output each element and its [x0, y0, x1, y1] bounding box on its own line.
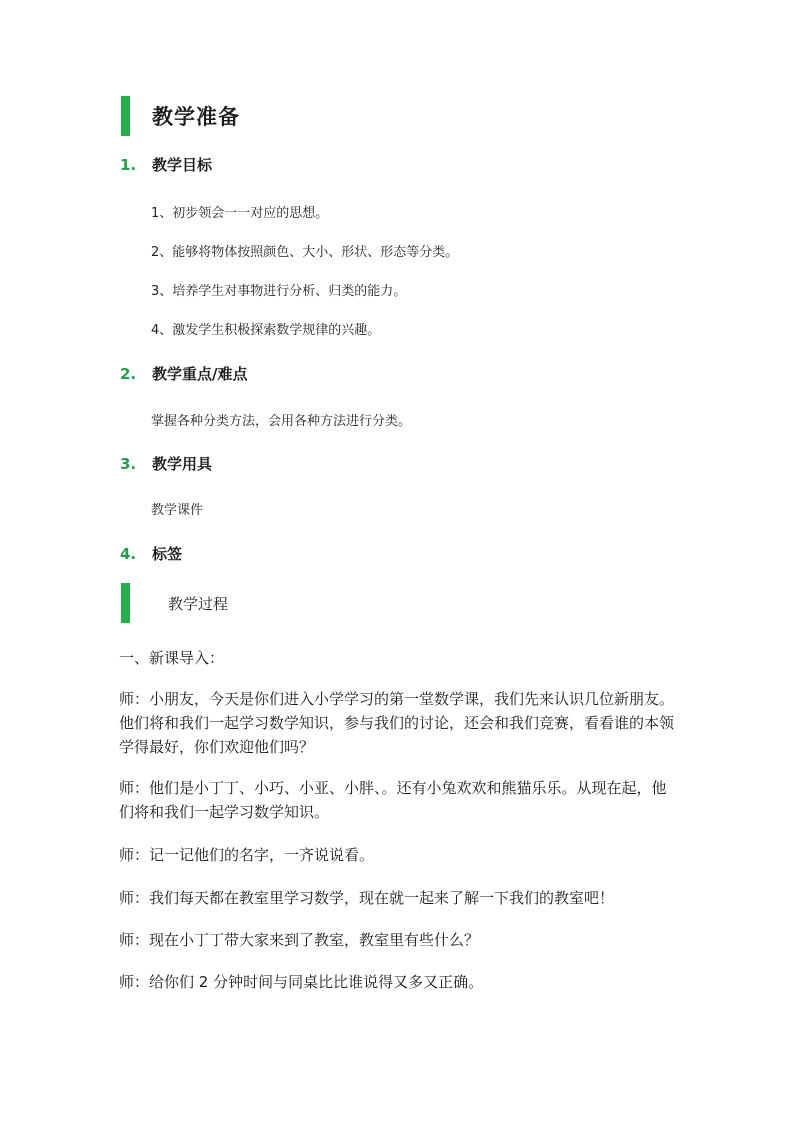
- subsection-title: 教学目标: [152, 156, 213, 174]
- section-header-process: [121, 583, 228, 623]
- section-title-process: 教学过程: [168, 594, 229, 613]
- subsection-goals: [120, 154, 212, 175]
- subsection-number: 2.: [120, 364, 137, 383]
- section-marker-bar: [121, 583, 130, 623]
- subsection-number: 4.: [120, 544, 137, 563]
- subsection-number: 3.: [120, 454, 137, 473]
- section-marker-bar: [121, 96, 130, 136]
- tools-text: 教学课件: [151, 503, 204, 518]
- subsection-title: 教学重点/难点: [152, 365, 248, 383]
- section-header-prep: [121, 96, 240, 136]
- process-paragraph: 师：我们每天都在教室里学习数学，现在就一起来了解一下我们的教室吧！: [119, 889, 615, 907]
- goal-item: 4、激发学生积极探索数学规律的兴趣。: [151, 323, 381, 338]
- goal-item: 2、能够将物体按照颜色、大小、形状、形态等分类。: [151, 245, 459, 260]
- process-paragraph: 师：给你们 2 分钟时间与同桌比比谁说得又多又正确。: [119, 973, 484, 991]
- process-paragraph: 师：现在小丁丁带大家来到了教室，教室里有些什么？: [119, 931, 480, 949]
- subsection-tools: [120, 453, 212, 474]
- process-paragraph: 师：记一记他们的名字，一齐说说看。: [119, 846, 375, 864]
- subsection-key-points: [120, 363, 247, 384]
- section-title-prep: 教学准备: [152, 105, 240, 129]
- key-points-text: 掌握各种分类方法，会用各种方法进行分类。: [151, 414, 412, 429]
- process-intro: 一、新课导入：: [119, 649, 225, 667]
- goal-item: 1、初步领会一一对应的思想。: [151, 206, 329, 221]
- process-paragraph: 师：他们是小丁丁、小巧、小亚、小胖、。还有小兔欢欢和熊猫乐乐。从现在起，他们将和我们一起学习数学知识。: [119, 779, 667, 821]
- subsection-number: 1.: [120, 155, 137, 174]
- process-paragraph: 师：小朋友，今天是你们进入小学学习的第一堂数学课，我们先来认识几位新朋友。他们将和我们一起学习数学知识，参与我们的讨论，还会和我们竞赛，看看谁的本领学得最好，你们欢迎他们吗？: [119, 690, 675, 756]
- subsection-title: 教学用具: [152, 455, 213, 473]
- subsection-title: 标签: [152, 545, 183, 563]
- goal-item: 3、培养学生对事物进行分析、归类的能力。: [151, 284, 407, 299]
- subsection-tags: [120, 543, 182, 564]
